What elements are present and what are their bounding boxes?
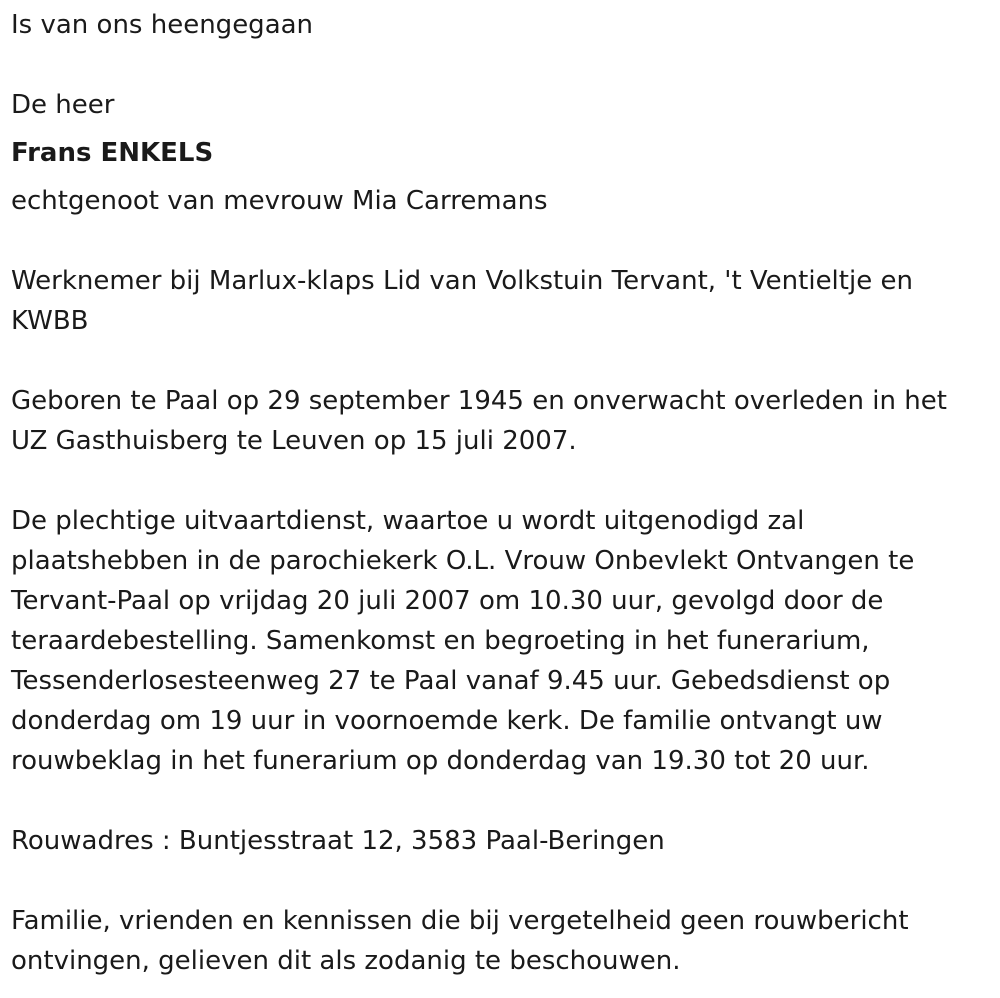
spacer <box>11 781 1000 821</box>
closing-paragraph: Familie, vrienden en kennissen die bij vergetelheid geen rouwbericht ontvingen, gelieven dit als zodanig te beschouwen. <box>11 906 909 976</box>
address-line: Rouwadres : Buntjesstraat 12, 3583 Paal-Beringen <box>11 826 665 856</box>
spacer <box>11 861 1000 901</box>
spacer <box>11 221 1000 261</box>
work-paragraph: Werknemer bij Marlux-klaps Lid van Volkstuin Tervant, 't Ventieltje en KWBB <box>11 266 913 336</box>
honorific: De heer <box>11 90 115 120</box>
spouse-line: echtgenoot van mevrouw Mia Carremans <box>11 186 548 216</box>
spacer <box>11 45 1000 85</box>
spacer <box>11 461 1000 501</box>
deceased-name: Frans ENKELS <box>11 138 214 168</box>
intro-text: Is van ons heengegaan <box>11 10 314 40</box>
spacer <box>11 341 1000 381</box>
funeral-paragraph: De plechtige uitvaartdienst, waartoe u wordt uitgenodigd zal plaatshebben in de parochiekerk O.L. Vrouw Onbevlekt Ontvangen te Tervant-Paal op vrijdag 20 juli 2007 om 10.30 uur, gevolgd door de teraardebestelling. Samenkomst en begroeting in het funerarium, Tessenderlosesteenweg 27 te Paal vanaf 9.45 uur. Gebedsdienst op donderdag om 19 uur in voornoemde kerk. De familie ontvangt uw rouwbeklag in het funerarium op donderdag van 19.30 tot 20 uur. <box>11 506 915 776</box>
birth-death-paragraph: Geboren te Paal op 29 september 1945 en onverwacht overleden in het UZ Gasthuisberg te Leuven op 15 juli 2007. <box>11 386 947 456</box>
